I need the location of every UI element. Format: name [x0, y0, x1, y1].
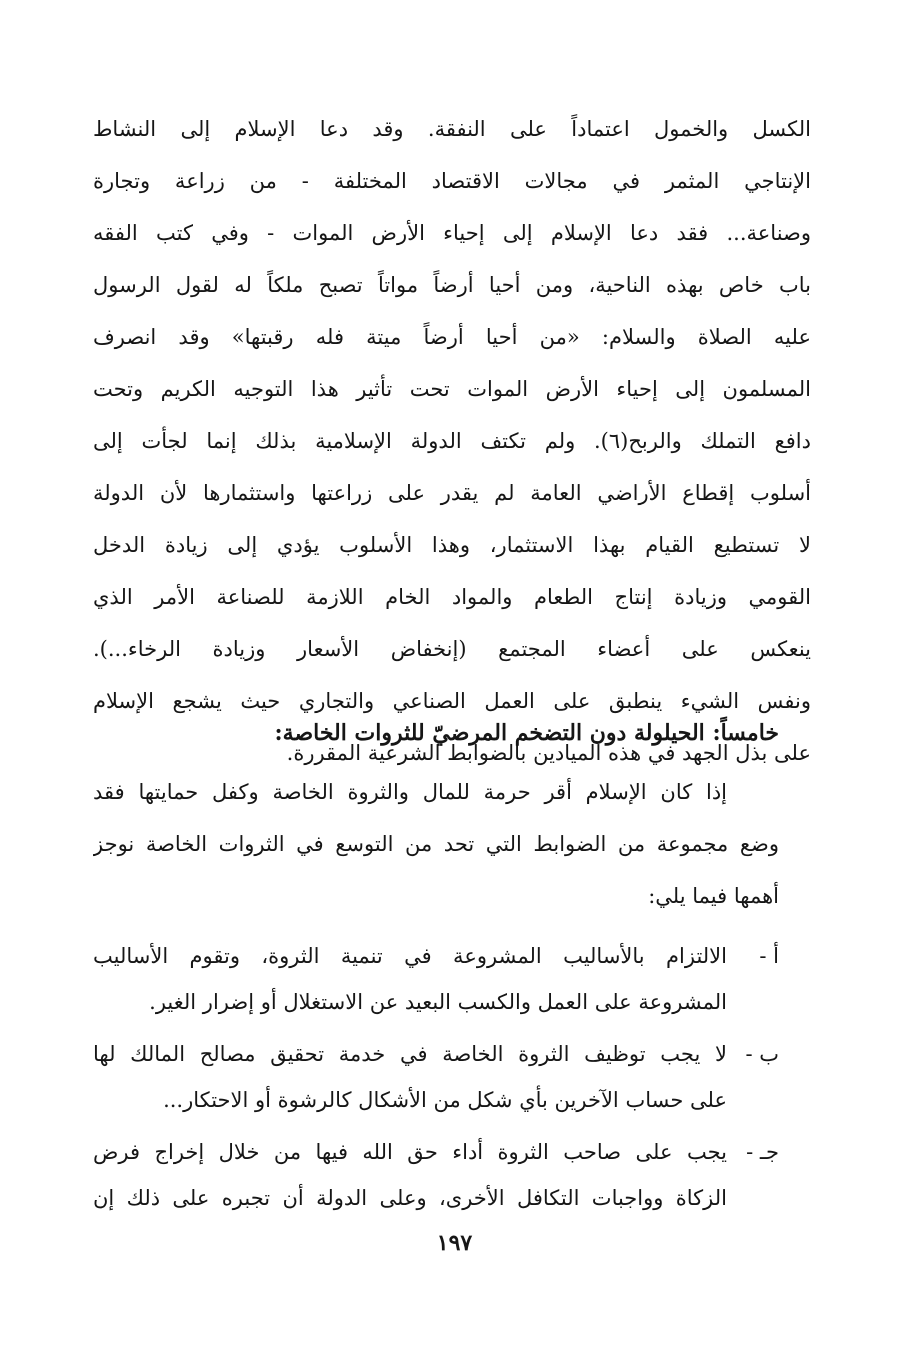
paragraph-1-line: الإنتاجي المثمر في مجالات الاقتصاد المختلفة - من زراعة وتجارة	[93, 169, 811, 193]
paragraph-2-line: أهمها فيما يلي:	[648, 884, 779, 908]
paragraph-1-line: الكسل والخمول اعتماداً على النفقة. وقد دعا الإسلام إلى النشاط	[93, 117, 811, 141]
paragraph-1-line: أسلوب إقطاع الأراضي العامة لم يقدر على زراعتها واستثمارها لأن الدولة	[93, 481, 811, 505]
list-letter: جـ -	[746, 1140, 779, 1164]
list-item-line: لا يجب توظيف الثروة الخاصة في خدمة تحقيق مصالح المالك لها	[93, 1042, 727, 1066]
paragraph-1	[93, 103, 811, 779]
list-item-b	[93, 1031, 779, 1123]
paragraph-2	[93, 766, 779, 922]
paragraph-1-line: المسلمون إلى إحياء الأرض الموات تحت تأثير هذا التوجيه الكريم وتحت	[93, 377, 811, 401]
list-item-a	[93, 933, 779, 1025]
page-number: ١٩٧	[436, 1230, 473, 1256]
paragraph-1-line: القومي وزيادة إنتاج الطعام والمواد الخام اللازمة للصناعة الأمر الذي	[93, 585, 811, 609]
paragraph-1-line: ينعكس على أعضاء المجتمع (إنخفاض الأسعار وزيادة الرخاء...).	[93, 637, 811, 661]
paragraph-1-line: ونفس الشيء ينطبق على العمل الصناعي والتجاري حيث يشجع الإسلام	[93, 689, 811, 713]
paragraph-1-line: على بذل الجهد في هذه الميادين بالضوابط الشرعية المقررة.	[286, 741, 811, 765]
list-item-line: المشروعة على العمل والكسب البعيد عن الاستغلال أو إضرار الغير.	[149, 990, 727, 1014]
paragraph-1-line: باب خاص بهذه الناحية، ومن أحيا أرضاً مواتاً تصبح ملكاً له لقول الرسول	[93, 273, 811, 297]
list-item-line: الزكاة وواجبات التكافل الأخرى، وعلى الدولة أن تجبره على ذلك إن	[93, 1186, 727, 1210]
paragraph-2-line: وضع مجموعة من الضوابط التي تحد من التوسع في الثروات الخاصة نوجز	[93, 832, 779, 856]
list-letter: ب -	[745, 1042, 779, 1066]
list-letter: أ -	[759, 944, 779, 968]
paragraph-1-line: عليه الصلاة والسلام: «من أحيا أرضاً ميتة فله رقبتها» وقد انصرف	[93, 325, 811, 349]
section-heading: خامساً: الحيلولة دون التضخم المرضيّ للثروات الخاصة:	[274, 720, 779, 746]
paragraph-1-line: وصناعة... فقد دعا الإسلام إلى إحياء الأرض الموات - وفي كتب الفقه	[93, 221, 811, 245]
paragraph-1-line: لا تستطيع القيام بهذا الاستثمار، وهذا الأسلوب يؤدي إلى زيادة الدخل	[93, 533, 811, 557]
list-item-line: الالتزام بالأساليب المشروعة في تنمية الثروة، وتقوم الأساليب	[93, 944, 727, 968]
list-item-c	[93, 1129, 779, 1221]
paragraph-1-line: دافع التملك والربح(٦). ولم تكتف الدولة الإسلامية بذلك إنما لجأت إلى	[93, 429, 811, 453]
paragraph-2-line: إذا كان الإسلام أقر حرمة للمال والثروة الخاصة وكفل حمايتها فقد	[93, 780, 727, 804]
list-item-line: يجب على صاحب الثروة أداء حق الله فيها من خلال إخراج فرض	[93, 1140, 727, 1164]
list-item-line: على حساب الآخرين بأي شكل من الأشكال كالرشوة أو الاحتكار...	[163, 1088, 727, 1112]
